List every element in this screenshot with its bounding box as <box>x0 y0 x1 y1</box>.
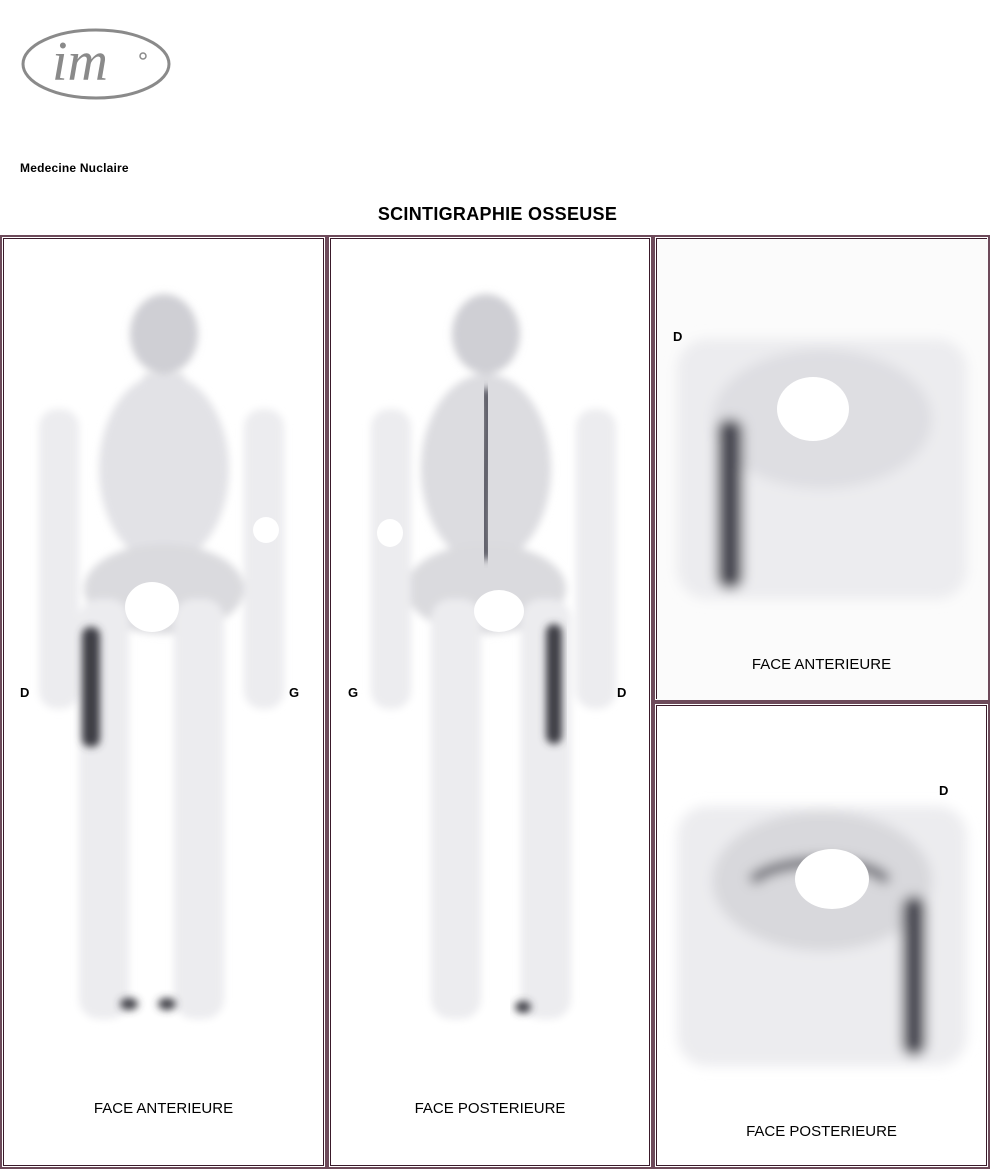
caption-posterior: FACE POSTERIEURE <box>414 1100 566 1117</box>
caption-anterior: FACE ANTERIEURE <box>93 1100 234 1117</box>
marker-right: D <box>673 329 683 344</box>
marker-left: G <box>348 685 359 700</box>
marker-right: D <box>939 783 949 798</box>
scan-image-posterior <box>331 239 651 1167</box>
scan-image-pelvis-posterior <box>657 706 988 1167</box>
marker-right: D <box>20 685 30 700</box>
scan-image-pelvis-anterior <box>657 239 988 700</box>
caption-anterior-pelvis: FACE ANTERIEURE <box>751 656 892 673</box>
department-label: Medecine Nuclaire <box>20 161 129 175</box>
logo <box>18 18 178 108</box>
marker-left: G <box>289 685 300 700</box>
marker-right: D <box>617 685 627 700</box>
svg-text:im: im <box>52 31 108 93</box>
panel-posterior-whole-body <box>330 238 650 1166</box>
caption-posterior-pelvis: FACE POSTERIEURE <box>746 1123 897 1140</box>
scan-image-anterior <box>4 239 325 1167</box>
page-title: SCINTIGRAPHIE OSSEUSE <box>377 204 618 224</box>
panel-posterior-pelvis <box>656 705 987 1166</box>
panel-anterior-pelvis <box>656 238 987 699</box>
panel-anterior-whole-body <box>3 238 324 1166</box>
